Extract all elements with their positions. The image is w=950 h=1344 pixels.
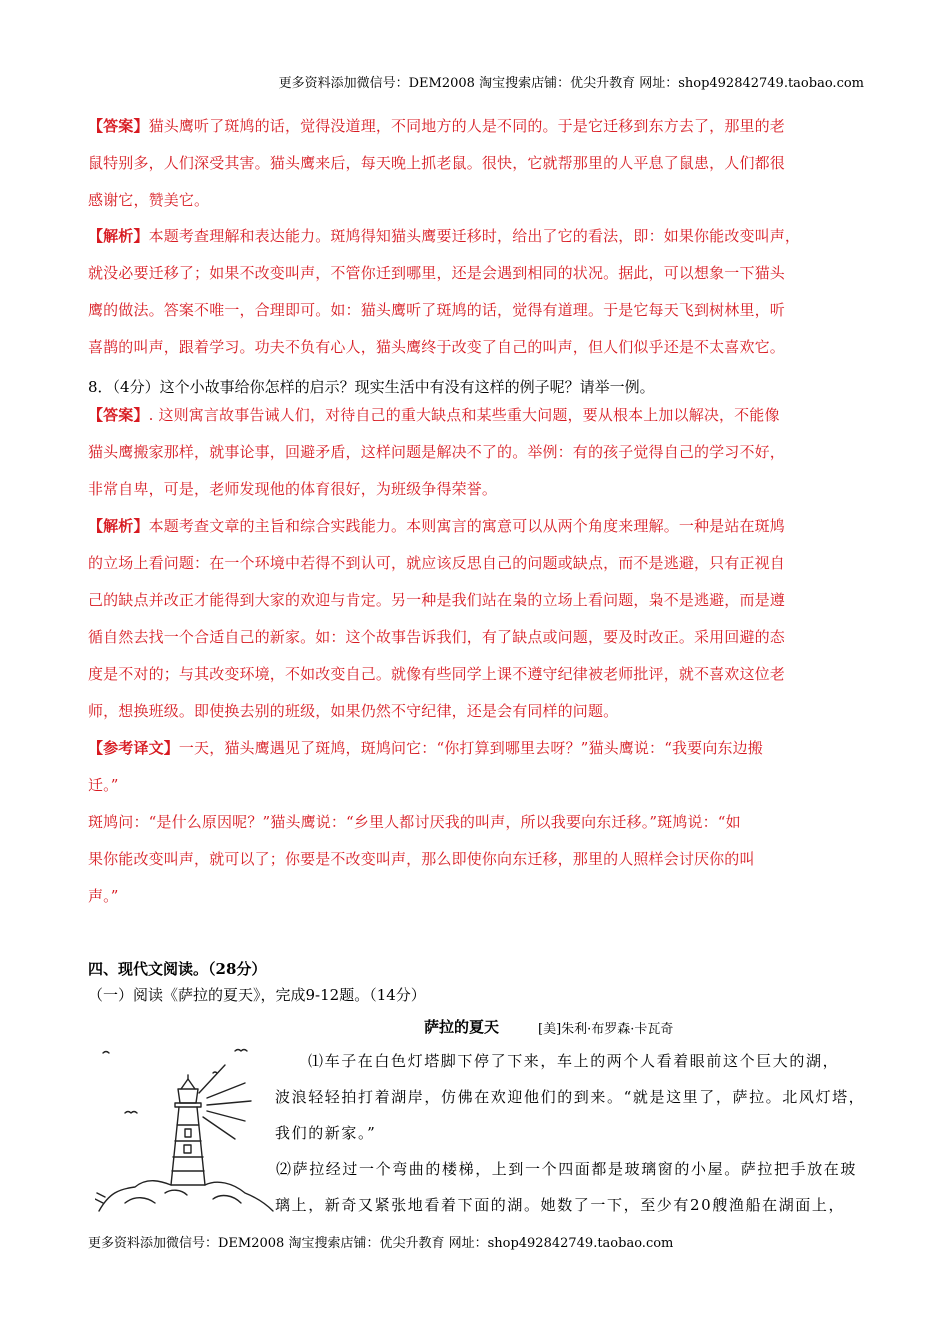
analysis-8-line: 循自然去找一个合适自己的新家。如：这个故事告诉我们，有了缺点或问题，要及时改正。采用回避的态	[88, 628, 785, 646]
translation-line: 果你能改变叫声，就可以了；你要是不改变叫声，那么即使你向东迁移，那里的人照样会讨厌你的叫	[88, 850, 755, 868]
translation-tag: 【参考译文】	[88, 739, 179, 757]
translation-line: 斑鸠问：“是什么原因呢？”猫头鹰说：“乡里人都讨厌我的叫声，所以我要向东迁移。”斑鸠说：“如	[88, 813, 741, 831]
story-title: 萨拉的夏天	[424, 1018, 500, 1036]
analysis-8-line: 的立场上看问题：在一个环境中若得不到认可，就应该反思自己的问题或缺点，而不是逃避，只有正视自	[88, 554, 785, 572]
answer-8-line: 非常自卑，可是，老师发现他的体育很好，为班级争得荣誉。	[88, 480, 498, 498]
story-author: [美]朱利·布罗森·卡瓦奇	[538, 1022, 674, 1037]
analysis-8-line: 师，想换班级。即使换去别的班级，如果仍然不守纪律，还是会有同样的问题。	[88, 702, 619, 720]
analysis-7-line: 本题考查理解和表达能力。斑鸠得知猫头鹰要迁移时，给出了它的看法，即：如果你能改变叫声，	[148, 227, 801, 245]
answer-8-line: . 这则寓言故事告诫人们，对待自己的重大缺点和某些重大问题，要从根本上加以解决，不能像	[148, 406, 780, 424]
analysis-tag: 【解析】	[88, 227, 149, 245]
translation-block	[88, 730, 866, 915]
section-heading: 四、现代文阅读。（28分）	[88, 960, 267, 978]
analysis-7-block	[88, 218, 866, 366]
translation-line: 迁。”	[88, 776, 119, 794]
answer-7-line: 鼠特别多，人们深受其害。猫头鹰来后，每天晚上抓老鼠。很快，它就帮那里的人平息了鼠患，人们都很	[88, 154, 785, 172]
story-line: 波浪轻轻拍打着湖岸，仿佛在欢迎他们的到来。“就是这里了，萨拉。北风灯塔，	[275, 1088, 866, 1106]
answer-7-line: 感谢它，赞美它。	[88, 191, 210, 209]
page-footer: 更多资料添加微信号：DEM2008 淘宝搜索店铺：优尖升教育 网址：shop492842749.taobao.com	[88, 1236, 674, 1251]
translation-line: 一天，猫头鹰遇见了斑鸠，斑鸠问它：“你打算到哪里去呀？”猫头鹰说：“我要向东边搬	[178, 739, 763, 757]
analysis-tag: 【解析】	[88, 517, 149, 535]
story-line: ⑵萨拉经过一个弯曲的楼梯，上到一个四面都是玻璃窗的小屋。萨拉把手放在玻	[276, 1160, 858, 1178]
answer-8-line: 猫头鹰搬家那样，就事论事，回避矛盾，这样问题是解决不了的。举例：有的孩子觉得自己的学习不好，	[88, 443, 785, 461]
analysis-8-line: 本题考查文章的主旨和综合实践能力。本则寓言的寓意可以从两个角度来理解。一种是站在斑鸠	[148, 517, 785, 535]
translation-line: 声。”	[88, 887, 119, 905]
analysis-7-line: 鹰的做法。答案不唯一，合理即可。如：猫头鹰听了斑鸠的话，觉得有道理。于是它每天飞到树林里，听	[88, 301, 785, 319]
analysis-7-line: 就没必要迁移了；如果不改变叫声，不管你迁到哪里，还是会遇到相同的状况。据此，可以想象一下猫头	[88, 264, 785, 282]
story-line: ⑴车子在白色灯塔脚下停了下来，车上的两个人看着眼前这个巨大的湖，	[308, 1052, 840, 1070]
answer-7-block	[88, 108, 866, 219]
analysis-8-line: 度是不对的；与其改变环境，不如改变自己。就像有些同学上课不遵守纪律被老师批评，就不喜欢这位老	[88, 665, 785, 683]
answer-8-block	[88, 397, 866, 508]
story-line: 璃上，新奇又紧张地看着下面的湖。她数了一下，至少有20艘渔船在湖面上，	[275, 1196, 846, 1214]
answer-tag: 【答案】	[88, 406, 149, 424]
answer-tag: 【答案】	[88, 117, 149, 135]
story-line: 我们的新家。”	[275, 1124, 377, 1142]
answer-7-line: 猫头鹰听了斑鸠的话，觉得没道理，不同地方的人是不同的。于是它迁移到东方去了，那里的老	[148, 117, 785, 135]
analysis-7-line: 喜鹊的叫声，跟着学习。功夫不负有心人，猫头鹰终于改变了自己的叫声，但人们似乎还是不太喜欢它。	[88, 338, 785, 356]
analysis-8-block	[88, 508, 866, 730]
section-sub-heading: （一）阅读《萨拉的夏天》，完成9-12题。（14分）	[88, 986, 426, 1004]
analysis-8-line: 己的缺点并改正才能得到大家的欢迎与肯定。另一种是我们站在枭的立场上看问题，枭不是逃避，而是遵	[88, 591, 785, 609]
question-8: 8．（4分）这个小故事给你怎样的启示？现实生活中有没有这样的例子呢？请举一例。	[88, 378, 655, 396]
page-header: 更多资料添加微信号：DEM2008 淘宝搜索店铺：优尖升教育 网址：shop492842749.taobao.com	[278, 76, 864, 91]
lighthouse-illustration	[95, 1043, 275, 1213]
